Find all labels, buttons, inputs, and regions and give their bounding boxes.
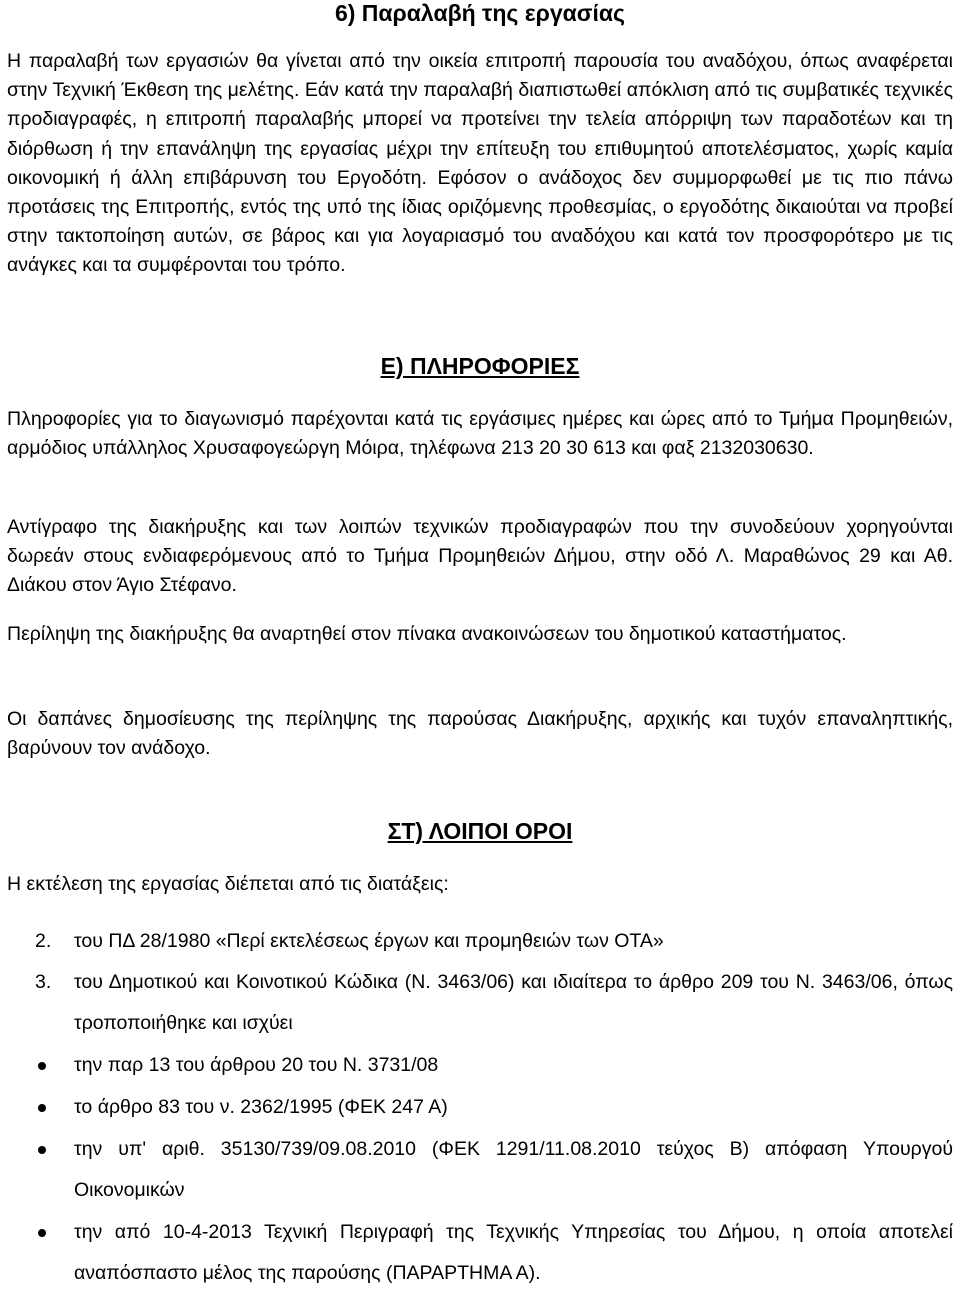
list-item-text: την από 10-4-2013 Τεχνική Περιγραφή της Τεχνικής Υπηρεσίας του Δήμου, η οποία αποτελεί αναπόσπαστο μέλος της παρούσης (ΠΑΡΑΡΤΗΜΑ Α). <box>74 1221 953 1284</box>
list-item-text: την υπ' αριθ. 35130/739/09.08.2010 (ΦΕΚ 1291/11.08.2010 τεύχος Β) απόφαση Υπουργού Οικονομικών <box>74 1138 953 1201</box>
list-item-text: το άρθρο 83 του ν. 2362/1995 (ΦΕΚ 247 Α) <box>74 1096 448 1118</box>
bullet-item <box>7 1045 953 1086</box>
section-st-title <box>7 818 953 844</box>
section-6-title: 6) Παραλαβή της εργασίας <box>334 0 626 26</box>
section-e-title <box>7 353 953 379</box>
list-item-text: του ΠΔ 28/1980 «Περί εκτελέσεως έργων και προμηθειών των ΟΤΑ» <box>74 930 664 952</box>
section-6-paragraph: Η παραλαβή των εργασιών θα γίνεται από την οικεία επιτροπή παρουσία του αναδόχου, όπως αναφέρεται στην Τεχνική Έκθεση της μελέτης. Εάν κατά την παραλαβή διαπιστωθεί απόκλιση από τις συμβατικές τεχνικές προδιαγραφές, η επιτροπή παραλαβής μπορεί να προτείνει την τελεία απόρριψη των παραδοτέων και τη διόρθωση ή την επανάληψη της εργασίας μέχρι την επίτευξη του επιθυμητού αποτελέσματος, χωρίς καμία οικονομική ή άλλη επιβάρυνση του Εργοδότη. Εφόσον ο ανάδοχος δεν συμμορφωθεί με τις πιο πάνω προτάσεις της Επιτροπής, εντός της υπό της ίδιας οριζόμενης προθεσμίας, ο εργοδότης δικαιούται να προβεί στην τακτοποίηση αυτών, σε βάρος και για λογαριασμό του αναδόχου και κατά τον προσφορότερο με τις ανάγκες και τα συμφέρονται του τρόπο. <box>7 50 953 277</box>
list-number: 2. <box>35 930 52 952</box>
info-paragraph-copy: Αντίγραφο της διακήρυξης και των λοιπών τεχνικών προδιαγραφών που την συνοδεύουν χορηγούνται δωρεάν στους ενδιαφερόμενους από το Τμήμα Προμηθειών Δήμου, στην οδό Λ. Μαραθώνος 29 και Αθ. Διάκου στον Άγιο Στέφανο. <box>7 516 953 597</box>
terms-intro: Η εκτέλεση της εργασίας διέπεται από τις διατάξεις: <box>7 873 449 895</box>
section-st-title-text: ΣΤ) ΛΟΙΠΟΙ ΟΡΟΙ <box>387 818 573 844</box>
section-e-title-text: Ε) ΠΛΗΡΟΦΟΡΙΕΣ <box>380 353 580 379</box>
list-number: 3. <box>35 971 52 993</box>
bullet-icon <box>38 1104 46 1112</box>
numbered-item <box>7 921 953 962</box>
list-item-text: την παρ 13 του άρθρου 20 του Ν. 3731/08 <box>74 1054 439 1076</box>
bullet-icon <box>38 1062 46 1070</box>
bullet-item <box>7 1087 953 1128</box>
info-paragraph-costs: Οι δαπάνες δημοσίευσης της περίληψης της παρούσας Διακήρυξης, αρχικής και τυχόν επαναληπτικής, βαρύνουν τον ανάδοχο. <box>7 708 953 760</box>
numbered-item <box>7 962 953 1044</box>
bullet-item <box>7 1212 953 1294</box>
info-paragraph-notice: Περίληψη της διακήρυξης θα αναρτηθεί στον πίνακα ανακοινώσεων του δημοτικού καταστήματος. <box>7 623 847 645</box>
bullet-item <box>7 1129 953 1211</box>
list-item-text: του Δημοτικού και Κοινοτικού Κώδικα (Ν. 3463/06) και ιδιαίτερα το άρθρο 209 του Ν. 3463/06, όπως τροποποιήθηκε και ισχύει <box>74 971 953 1034</box>
info-paragraph-contact: Πληροφορίες για το διαγωνισμό παρέχονται κατά τις εργάσιμες ημέρες και ώρες από το Τμήμα Προμηθειών, αρμόδιος υπάλληλος Χρυσαφογεώργη Μόιρα, τηλέφωνα 213 20 30 613 και φαξ 2132030630. <box>7 408 953 460</box>
bullet-icon <box>38 1146 46 1154</box>
bullet-icon <box>38 1229 46 1237</box>
